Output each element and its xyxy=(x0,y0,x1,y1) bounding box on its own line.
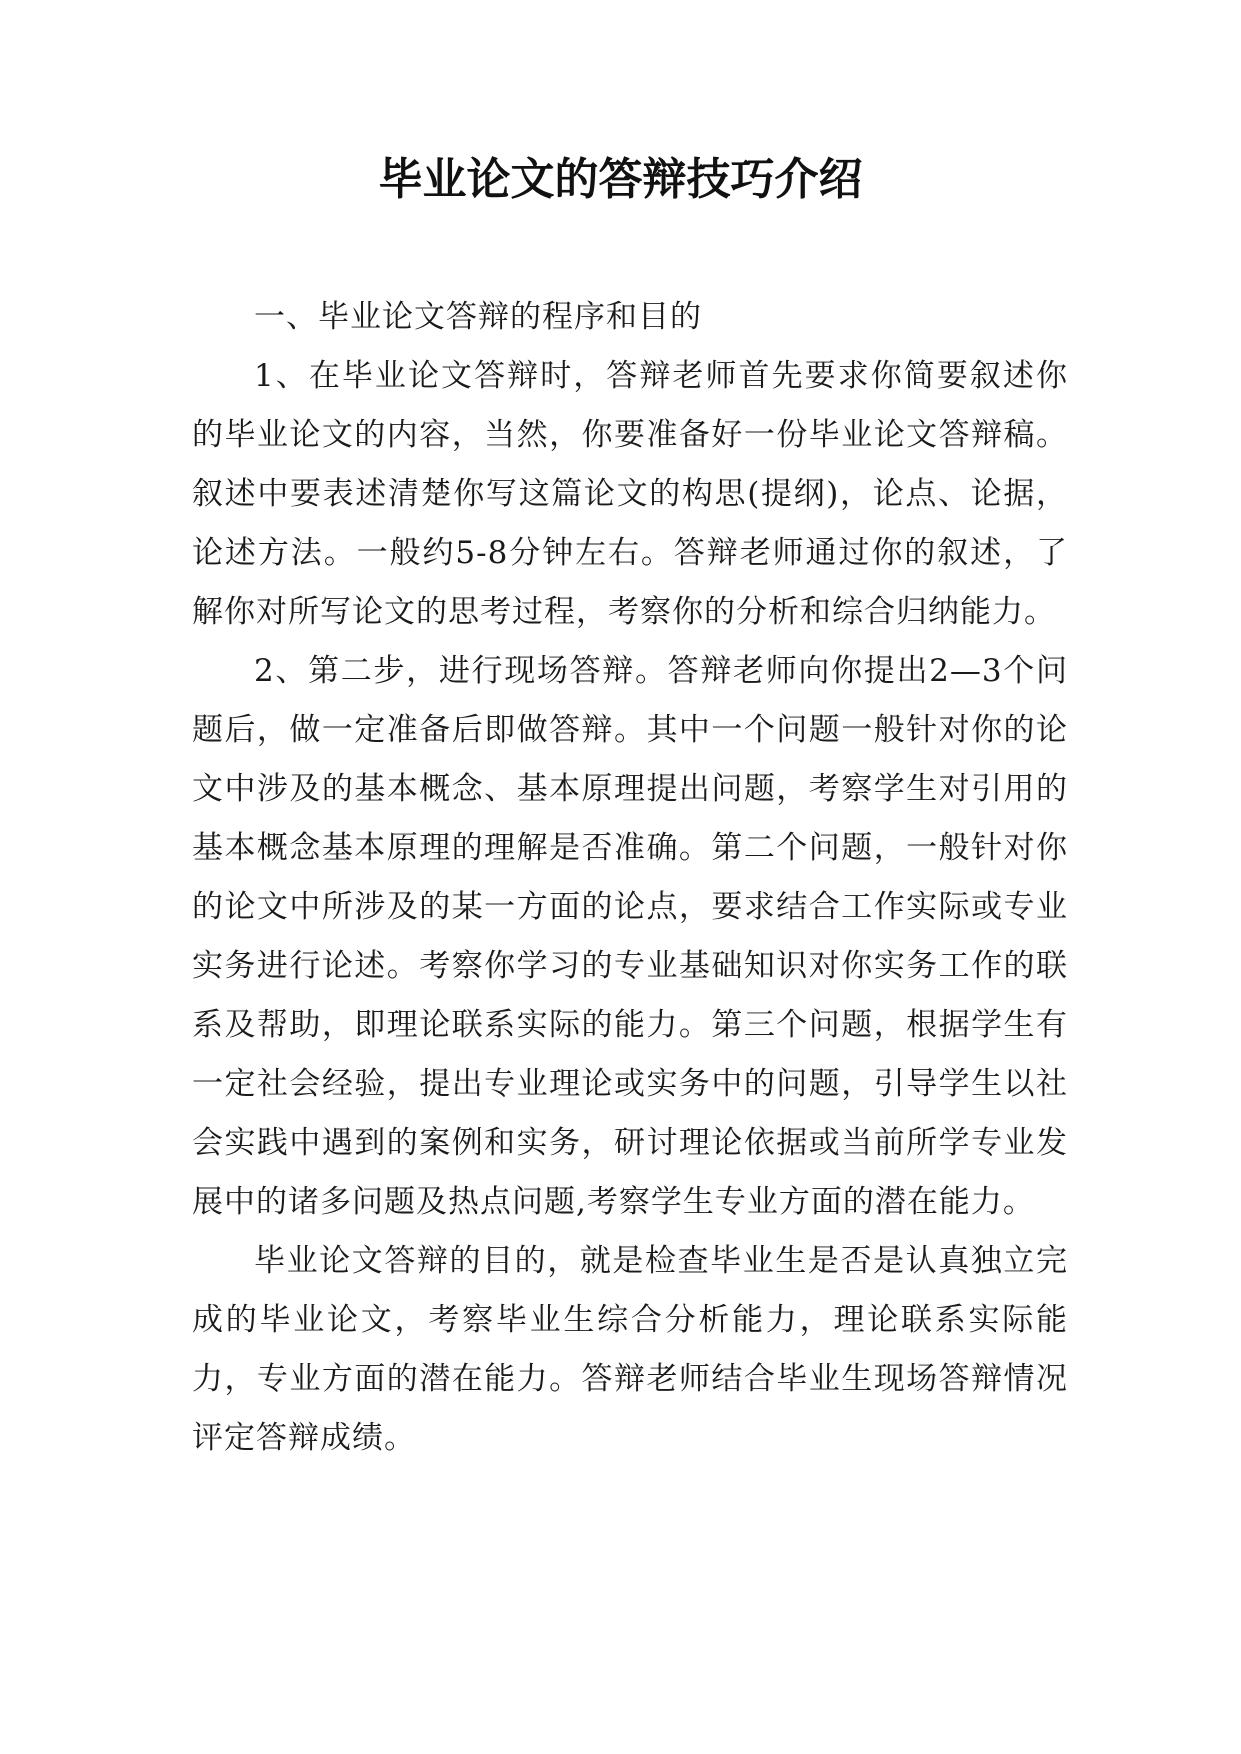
document-title: 毕业论文的答辩技巧介绍 xyxy=(378,154,863,205)
section-heading: 一、毕业论文答辩的程序和目的 xyxy=(254,299,702,335)
paragraph: 2、第二步，进行现场答辩。答辩老师向你提出2—3个问题后，做一定准备后即做答辩。其中一个问题一般针对你的论文中涉及的基本概念、基本原理提出问题，考察学生对引用的基本概念基本原理的理解是否准确。第二个问题，一般针对你的论文中所涉及的某一方面的论点，要求结合工作实际或专业实务进行论述。考察你学习的专业基础知识对你实务工作的联系及帮助，即理论联系实际的能力。第三个问题，根据学生有一定社会经验，提出专业理论或实务中的问题，引导学生以社会实践中遇到的案例和实务，研讨理论依据或当前所学专业发展中的诸多问题及热点问题,考察学生专业方面的潜在能力。 xyxy=(192,653,1068,1220)
document-body xyxy=(192,288,1068,1468)
paragraph: 1、在毕业论文答辩时，答辩老师首先要求你简要叙述你的毕业论文的内容，当然，你要准备好一份毕业论文答辩稿。叙述中要表述清楚你写这篇论文的构思(提纲)，论点、论据，论述方法。一般约5-8分钟左右。答辩老师通过你的叙述，了解你对所写论文的思考过程，考察你的分析和综合归纳能力。 xyxy=(192,358,1068,630)
paragraph: 毕业论文答辩的目的，就是检查毕业生是否是认真独立完成的毕业论文，考察毕业生综合分析能力，理论联系实际能力，专业方面的潜在能力。答辩老师结合毕业生现场答辩情况评定答辩成绩。 xyxy=(192,1243,1068,1456)
